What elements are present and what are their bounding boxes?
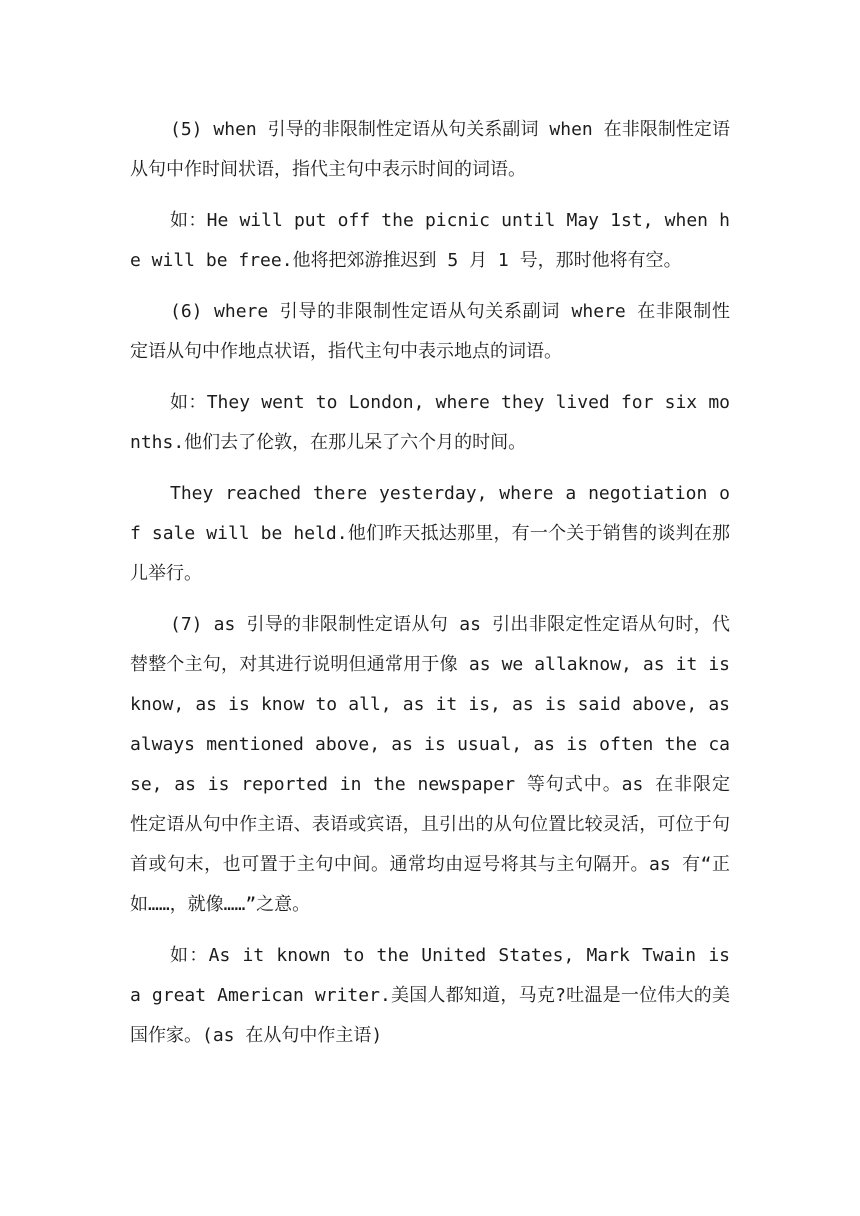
paragraph-where-example-2: They reached there yesterday, where a negotiation of sale will be held.他们昨天抵达那里，有一个关于销售的谈判在那儿举行。 bbox=[130, 483, 730, 584]
paragraph-when-example: 如：He will put off the picnic until May 1st, when he will be free.他将把郊游推迟到 5 月 1 号，那时他将有空。 bbox=[130, 210, 730, 271]
paragraph-where-example-1: 如：They went to London, where they lived for six months.他们去了伦敦，在那儿呆了六个月的时间。 bbox=[130, 392, 730, 453]
document-body bbox=[130, 110, 730, 1067]
paragraph-as-example: 如：As it known to the United States, Mark Twain is a great American writer.美国人都知道，马克?吐温是一位伟大的美国作家。(as 在从句中作主语) bbox=[130, 945, 730, 1046]
paragraph-as-clause: (7) as 引导的非限制性定语从句 as 引出非限定性定语从句时，代替整个主句，对其进行说明但通常用于像 as we allaknow, as it is know, as is know to all, as it is, as is said above, as always mentioned above, as is usual, as is often the case, as is reported in the newspaper 等句式中。as 在非限定性定语从句中作主语、表语或宾语，且引出的从句位置比较灵活，可位于句首或句末，也可置于主句中间。通常均由逗号将其与主句隔开。as 有“正如……，就像……”之意。 bbox=[130, 614, 730, 915]
paragraph-where-clause: (6) where 引导的非限制性定语从句关系副词 where 在非限制性定语从句中作地点状语，指代主句中表示地点的词语。 bbox=[130, 301, 730, 362]
paragraph-when-clause: (5) when 引导的非限制性定语从句关系副词 when 在非限制性定语从句中作时间状语，指代主句中表示时间的词语。 bbox=[130, 119, 730, 180]
